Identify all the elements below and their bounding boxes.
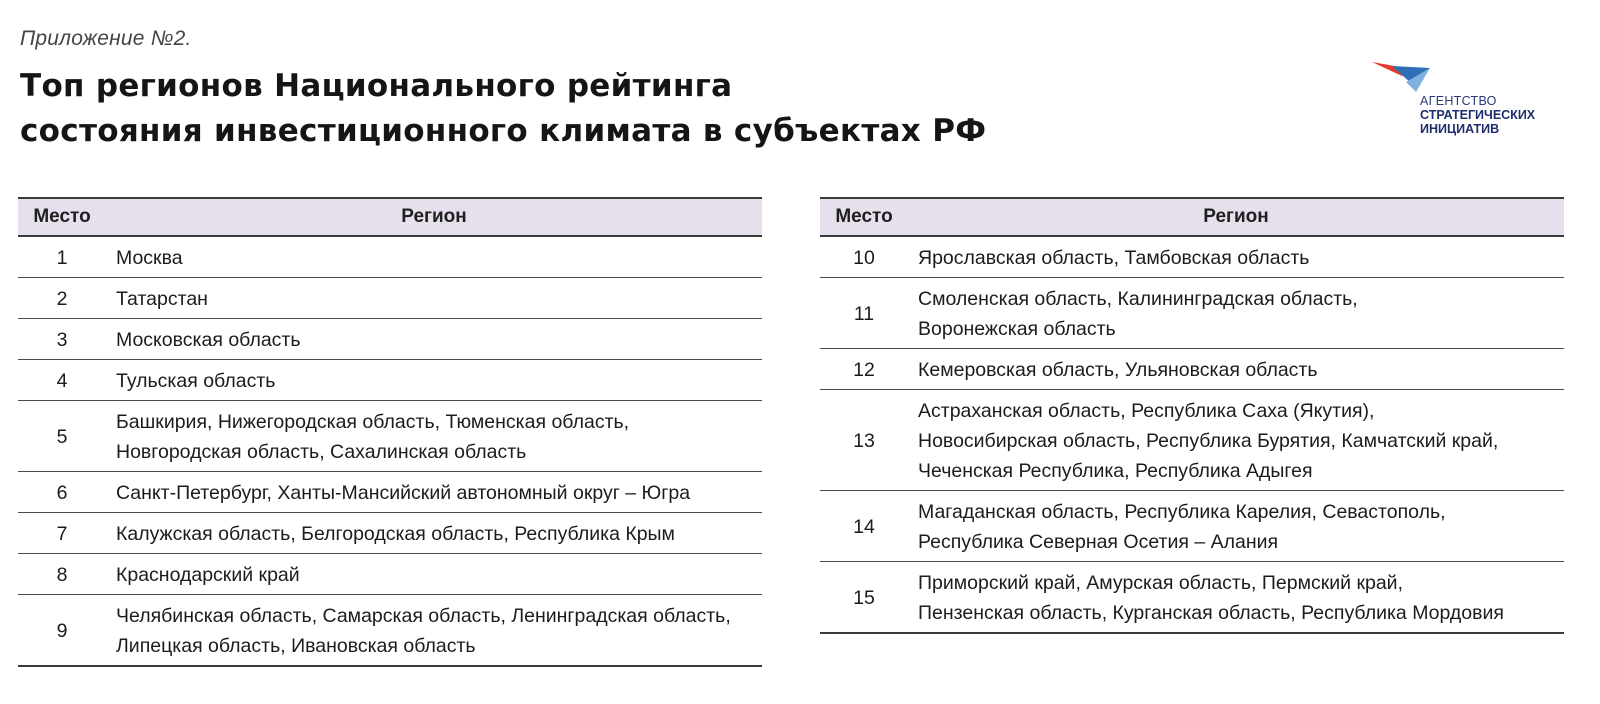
region-line: Смоленская область, Калининградская область, bbox=[918, 288, 1358, 310]
region-line: Кемеровская область, Ульяновская область bbox=[918, 359, 1318, 381]
ranking-table-left bbox=[18, 197, 762, 667]
region-line: Калужская область, Белгородская область, Республика Крым bbox=[116, 523, 675, 545]
place-cell: 14 bbox=[820, 491, 908, 562]
region-cell bbox=[908, 562, 1564, 634]
region-cell bbox=[106, 236, 762, 278]
region-line: Астраханская область, Республика Саха (Якутия), bbox=[918, 400, 1375, 422]
region-cell bbox=[908, 390, 1564, 491]
page-title-line-2: состояния инвестиционного климата в субъектах РФ bbox=[20, 113, 987, 149]
logo-text-line-1: АГЕНТСТВО bbox=[1420, 94, 1497, 108]
region-cell bbox=[908, 278, 1564, 349]
table-row bbox=[820, 278, 1564, 349]
region-cell bbox=[106, 360, 762, 401]
table-header-row bbox=[820, 198, 1564, 236]
place-cell: 6 bbox=[18, 472, 106, 513]
region-line: Новосибирская область, Республика Бурятия, Камчатский край, bbox=[918, 430, 1499, 452]
logo-text-line-2: СТРАТЕГИЧЕСКИХ bbox=[1420, 108, 1536, 122]
place-cell: 7 bbox=[18, 513, 106, 554]
region-line: Санкт-Петербург, Ханты-Мансийский автономный округ – Югра bbox=[116, 482, 691, 504]
header-place: Место bbox=[820, 198, 908, 236]
place-cell: 12 bbox=[820, 349, 908, 390]
table-row bbox=[820, 491, 1564, 562]
table-row bbox=[18, 319, 762, 360]
place-cell: 8 bbox=[18, 554, 106, 595]
page-title bbox=[20, 64, 986, 154]
place-cell: 9 bbox=[18, 595, 106, 667]
region-line: Приморский край, Амурская область, Пермский край, bbox=[918, 572, 1403, 594]
table-row bbox=[820, 562, 1564, 634]
appendix-label: Приложение №2. bbox=[20, 27, 192, 50]
region-cell bbox=[908, 236, 1564, 278]
region-cell bbox=[106, 401, 762, 472]
region-cell bbox=[106, 472, 762, 513]
page-title-line-1: Топ регионов Национального рейтинга bbox=[20, 68, 733, 104]
place-cell: 13 bbox=[820, 390, 908, 491]
table-row bbox=[820, 390, 1564, 491]
header-region: Регион bbox=[106, 198, 762, 236]
region-cell bbox=[106, 595, 762, 667]
asi-logo bbox=[1372, 58, 1562, 148]
table-row bbox=[18, 360, 762, 401]
table-row bbox=[820, 236, 1564, 278]
table-row bbox=[18, 401, 762, 472]
region-line: Липецкая область, Ивановская область bbox=[116, 635, 476, 657]
region-line: Новгородская область, Сахалинская область bbox=[116, 441, 527, 463]
region-cell bbox=[106, 319, 762, 360]
place-cell: 15 bbox=[820, 562, 908, 634]
region-line: Московская область bbox=[116, 329, 301, 351]
ranking-table-left-body bbox=[18, 236, 762, 666]
place-cell: 1 bbox=[18, 236, 106, 278]
header-region: Регион bbox=[908, 198, 1564, 236]
table-row bbox=[18, 554, 762, 595]
region-line: Пензенская область, Курганская область, Республика Мордовия bbox=[918, 602, 1504, 624]
region-line: Магаданская область, Республика Карелия, Севастополь, bbox=[918, 501, 1446, 523]
table-row bbox=[820, 349, 1564, 390]
logo-text-line-3: ИНИЦИАТИВ bbox=[1420, 122, 1500, 136]
region-cell bbox=[908, 349, 1564, 390]
place-cell: 2 bbox=[18, 278, 106, 319]
place-cell: 4 bbox=[18, 360, 106, 401]
table-row bbox=[18, 472, 762, 513]
ranking-table-right bbox=[820, 197, 1564, 634]
region-line: Башкирия, Нижегородская область, Тюменская область, bbox=[116, 411, 630, 433]
region-line: Чеченская Республика, Республика Адыгея bbox=[918, 460, 1313, 482]
logo-text bbox=[1420, 94, 1535, 136]
region-cell bbox=[106, 554, 762, 595]
table-row bbox=[18, 595, 762, 667]
table-header-row bbox=[18, 198, 762, 236]
region-line: Москва bbox=[116, 247, 183, 269]
region-line: Татарстан bbox=[116, 288, 208, 310]
ranking-table-right-body bbox=[820, 236, 1564, 633]
region-line: Ярославская область, Тамбовская область bbox=[918, 247, 1310, 269]
table-row bbox=[18, 513, 762, 554]
table-row bbox=[18, 236, 762, 278]
table-row bbox=[18, 278, 762, 319]
place-cell: 10 bbox=[820, 236, 908, 278]
region-cell bbox=[106, 278, 762, 319]
place-cell: 5 bbox=[18, 401, 106, 472]
region-line: Краснодарский край bbox=[116, 564, 300, 586]
region-cell bbox=[908, 491, 1564, 562]
place-cell: 3 bbox=[18, 319, 106, 360]
region-line: Республика Северная Осетия – Алания bbox=[918, 531, 1279, 553]
region-line: Тульская область bbox=[116, 370, 276, 392]
header-place: Место bbox=[18, 198, 106, 236]
place-cell: 11 bbox=[820, 278, 908, 349]
region-line: Воронежская область bbox=[918, 318, 1116, 340]
region-cell bbox=[106, 513, 762, 554]
region-line: Челябинская область, Самарская область, Ленинградская область, bbox=[116, 605, 731, 627]
